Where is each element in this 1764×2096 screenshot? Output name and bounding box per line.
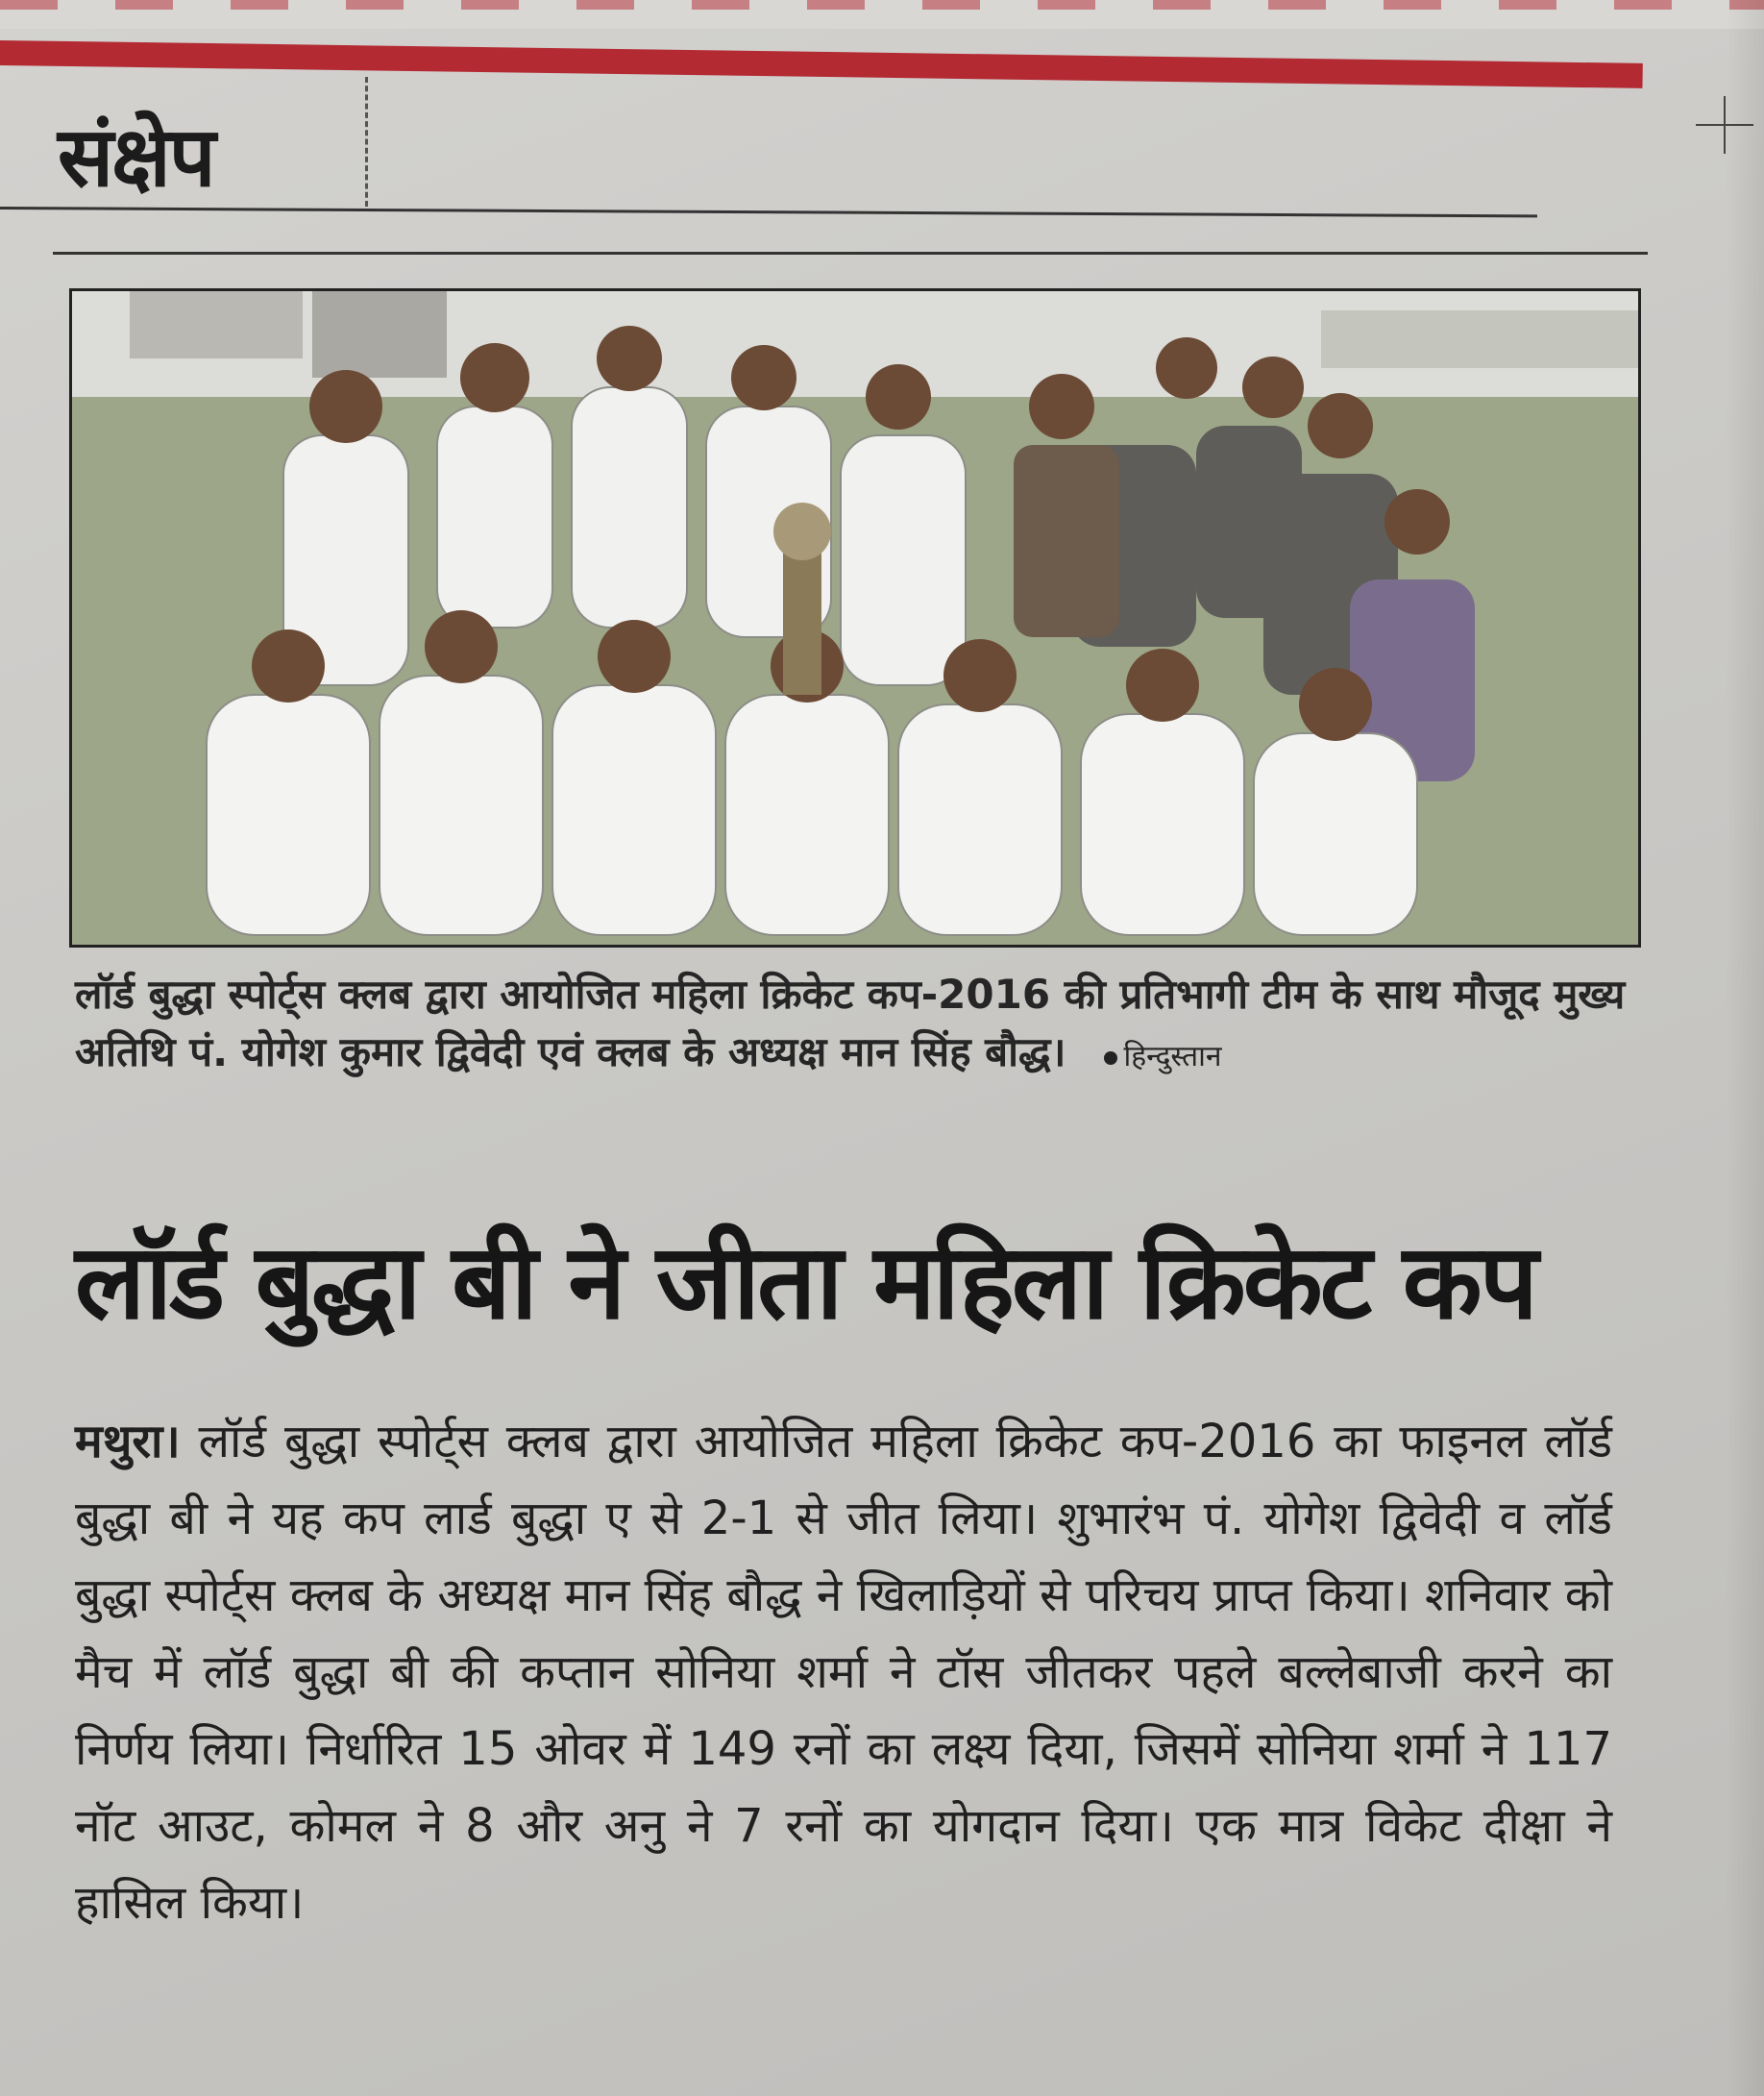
article-headline: लॉर्ड बुद्धा बी ने जीता महिला क्रिकेट कप [75, 1222, 1536, 1343]
article-text: लॉर्ड बुद्धा स्पोर्ट्स क्लब द्वारा आयोजित महिला क्रिकेट कप-2016 का फाइनल लॉर्ड बुद्धा बी ने यह कप लार्ड बुद्धा ए से 2-1 से जीत लिया। शुभारंभ पं. योगेश द्विवेदी व लॉर्ड बुद्धा स्पोर्ट्स क्लब के अध्यक्ष मान सिंह बौद्ध ने खिलाड़ियों से परिचय प्राप्त किया। शनिवार को मैच में लॉर्ड बुद्धा बी की कप्तान सोनिया शर्मा ने टॉस जीतकर पहले बल्लेबाजी करने का निर्णय लिया। निर्धारित 15 ओवर में 149 रनों का लक्ष्य दिया, जिसमें सोनिया शर्मा ने 117 नॉट आउट, कोमल ने 8 और अनु ने 7 रनों का योगदान दिया। एक मात्र विकेट दीक्षा ने हासिल किया। [75, 1415, 1612, 1930]
credit-text: हिन्दुस्तान [1123, 1040, 1222, 1073]
section-title: संक्षेप [58, 110, 214, 206]
photo-credit [1104, 1040, 1221, 1073]
dashed-divider [365, 77, 368, 207]
bullet-icon [1104, 1051, 1117, 1065]
page-shadow-edge [1726, 0, 1764, 2096]
photo-caption [75, 966, 1641, 1086]
article-body [75, 1403, 1612, 1941]
top-red-marks [0, 0, 1764, 10]
team-photo-illustration [72, 291, 1638, 945]
photo-top-rule [53, 252, 1648, 255]
page-top-edge [0, 0, 1764, 29]
team-photo [69, 288, 1641, 948]
caption-text: लॉर्ड बुद्धा स्पोर्ट्स क्लब द्वारा आयोजित महिला क्रिकेट कप-2016 की प्रतिभागी टीम के साथ मौजूद मुख्य अतिथि पं. योगेश कुमार द्विवेदी एवं क्लब के अध्यक्ष मान सिंह बौद्ध। [75, 971, 1626, 1075]
article-dateline: मथुरा। [75, 1415, 181, 1468]
